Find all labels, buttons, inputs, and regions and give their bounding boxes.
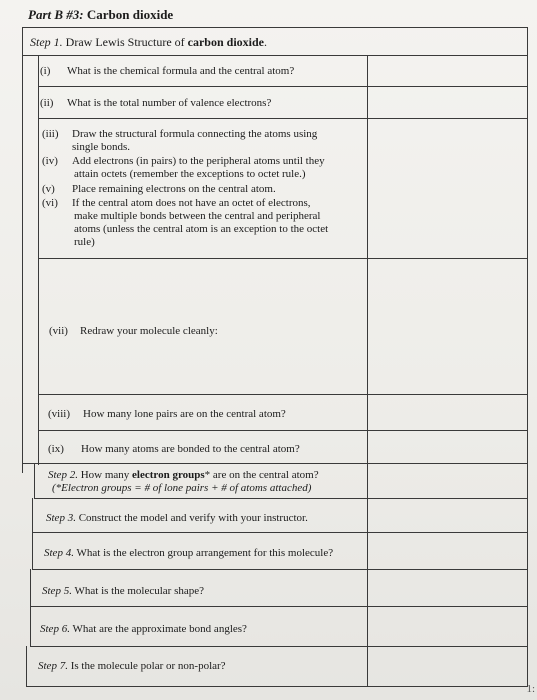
steps-left-border (34, 463, 35, 498)
step1-label: Step 1. (30, 35, 63, 49)
step6-label: Step 6. (40, 623, 70, 635)
step5-text: What is the molecular shape? (74, 585, 205, 597)
answer-column-divider (367, 55, 368, 687)
row-divider (38, 430, 528, 431)
row-divider (22, 463, 528, 464)
step7-text: Is the molecule polar or non-polar? (70, 660, 226, 672)
steps-left-border (32, 498, 33, 569)
question-ix-text: How many atoms are bonded to the central atom? (81, 443, 300, 455)
steps-left-border (26, 646, 27, 687)
row-divider (38, 118, 528, 119)
question-ii-number: (ii) (40, 97, 54, 109)
step1-text: Draw Lewis Structure of (65, 35, 188, 49)
question-i-number: (i) (40, 65, 51, 77)
row-divider (32, 569, 528, 570)
question-iii-line1: Draw the structural formula connecting the atoms using (72, 128, 318, 140)
question-vi-line4: rule) (74, 236, 95, 248)
question-vi-line1: If the central atom does not have an octet of electrons, (72, 197, 311, 209)
question-vi-number: (vi) (42, 197, 58, 209)
question-iv-line2: attain octets (remember the exceptions to octet rule.) (74, 168, 306, 180)
step6-text: What are the approximate bond angles? (72, 623, 247, 635)
row-divider (38, 86, 528, 87)
step7-question (38, 660, 226, 673)
step2-question (48, 469, 319, 482)
row-divider (30, 606, 528, 607)
question-ix-number: (ix) (48, 443, 64, 455)
question-ii-text: What is the total number of valence electrons? (67, 97, 272, 109)
row-divider (38, 258, 528, 259)
step2-electron-groups: electron groups (132, 469, 205, 481)
question-iv-line1: Add electrons (in pairs) to the peripheral atoms until they (72, 155, 325, 167)
topic-label: Carbon dioxide (86, 7, 174, 22)
row-divider (26, 686, 528, 687)
question-i-text: What is the chemical formula and the central atom? (67, 65, 295, 77)
step2-note (52, 482, 311, 495)
question-vii-number: (vii) (49, 325, 68, 337)
table-border-left (22, 27, 23, 473)
part-label: Part B #3: (28, 7, 84, 22)
row-divider (38, 394, 528, 395)
table-border-right (527, 27, 528, 687)
row-divider (34, 498, 528, 499)
step3-label: Step 3. (46, 512, 76, 524)
step1-period: . (263, 35, 267, 49)
step5-label: Step 5. (42, 585, 72, 597)
step1-heading (30, 36, 267, 49)
question-iii-number: (iii) (42, 128, 59, 140)
question-iv-number: (iv) (42, 155, 58, 167)
step4-text: What is the electron group arrangement for this molecule? (76, 547, 334, 559)
question-v-line1: Place remaining electrons on the central atom. (72, 183, 276, 195)
step2-label: Step 2. (48, 469, 78, 481)
question-viii-number: (viii) (48, 408, 70, 420)
question-iii-line2: single bonds. (72, 141, 131, 153)
page-title (28, 7, 173, 23)
page-number: 1: (526, 683, 535, 695)
step1-subject: carbon dioxide (187, 35, 264, 49)
step6-question (40, 623, 247, 636)
step3-question (46, 512, 308, 525)
question-vi-line2: make multiple bonds between the central and peripheral (74, 210, 321, 222)
step7-label: Step 7. (38, 660, 68, 672)
step2-text-c: * are on the central atom? (204, 469, 319, 481)
question-vii-text: Redraw your molecule cleanly: (80, 325, 218, 337)
table-border-top (22, 27, 528, 28)
inner-left-border (38, 55, 39, 465)
question-vi-line3: atoms (unless the central atom is an exception to the octet (74, 223, 329, 235)
step3-text: Construct the model and verify with your instructor. (78, 512, 308, 524)
step4-question (44, 547, 333, 560)
step4-label: Step 4. (44, 547, 74, 559)
step2-note-text: (*Electron groups = # of lone pairs + # of atoms attached) (52, 482, 312, 494)
steps-left-border (30, 569, 31, 646)
row-divider (22, 55, 528, 56)
step5-question (42, 585, 204, 598)
question-viii-text: How many lone pairs are on the central atom? (83, 408, 286, 420)
question-v-number: (v) (42, 183, 55, 195)
row-divider (30, 646, 528, 647)
step2-text-a: How many (80, 469, 133, 481)
row-divider (32, 532, 528, 533)
